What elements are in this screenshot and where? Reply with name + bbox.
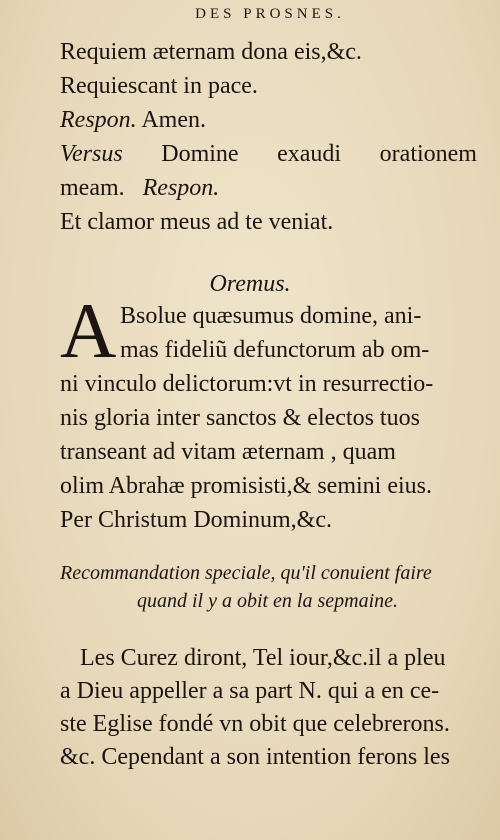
versus-line — [60, 140, 477, 168]
text-line: Et clamor meus ad te veniat. — [60, 209, 334, 235]
section-heading: Recommandation speciale, qu'il conuient faire — [60, 562, 432, 584]
prayer-line: ni vinculo delictorum:vt in resurrectio- — [60, 371, 434, 397]
respon-text: Amen. — [141, 107, 206, 133]
prayer-line: nis gloria inter sanctos & electos tuos — [60, 405, 420, 431]
body-line: Les Curez diront, Tel iour,&c.il a pleu — [80, 645, 446, 671]
body-line: ste Eglise fondé vn obit que celebrerons. — [60, 711, 450, 737]
drop-cap: A — [60, 287, 117, 374]
word: exaudi — [277, 141, 342, 167]
respon-label: Respon. — [142, 175, 220, 201]
text-line: Requiem æternam dona eis,&c. — [60, 39, 362, 65]
prayer-line: Per Christum Dominum,&c. — [60, 507, 332, 533]
response-line — [60, 106, 206, 134]
respon-label: Respon. — [60, 107, 137, 133]
word: Domine — [161, 141, 239, 167]
body-line: &c. Cependant a son intention ferons les — [60, 744, 450, 770]
prayer-line: mas fideliũ defunctorum ab om- — [120, 337, 430, 363]
prayer-line: Bsolue quæsumus domine, ani- — [120, 303, 422, 329]
text-line: Requiescant in pace. — [60, 73, 258, 99]
prayer-line: transeant ad vitam æternam , quam — [60, 439, 396, 465]
word: orationem — [379, 141, 477, 167]
word: meam. — [60, 175, 125, 201]
versus-label: Versus — [60, 141, 123, 167]
body-line: a Dieu appeller a sa part N. qui a en ce- — [60, 678, 440, 704]
text-line — [60, 174, 219, 202]
prayer-line: olim Abrahæ promisisti,& semini eius. — [60, 473, 432, 499]
running-header: DES PROSNES. — [195, 6, 345, 22]
section-heading: quand il y a obit en la sepmaine. — [136, 590, 399, 612]
oremus-heading: Oremus. — [209, 271, 291, 297]
